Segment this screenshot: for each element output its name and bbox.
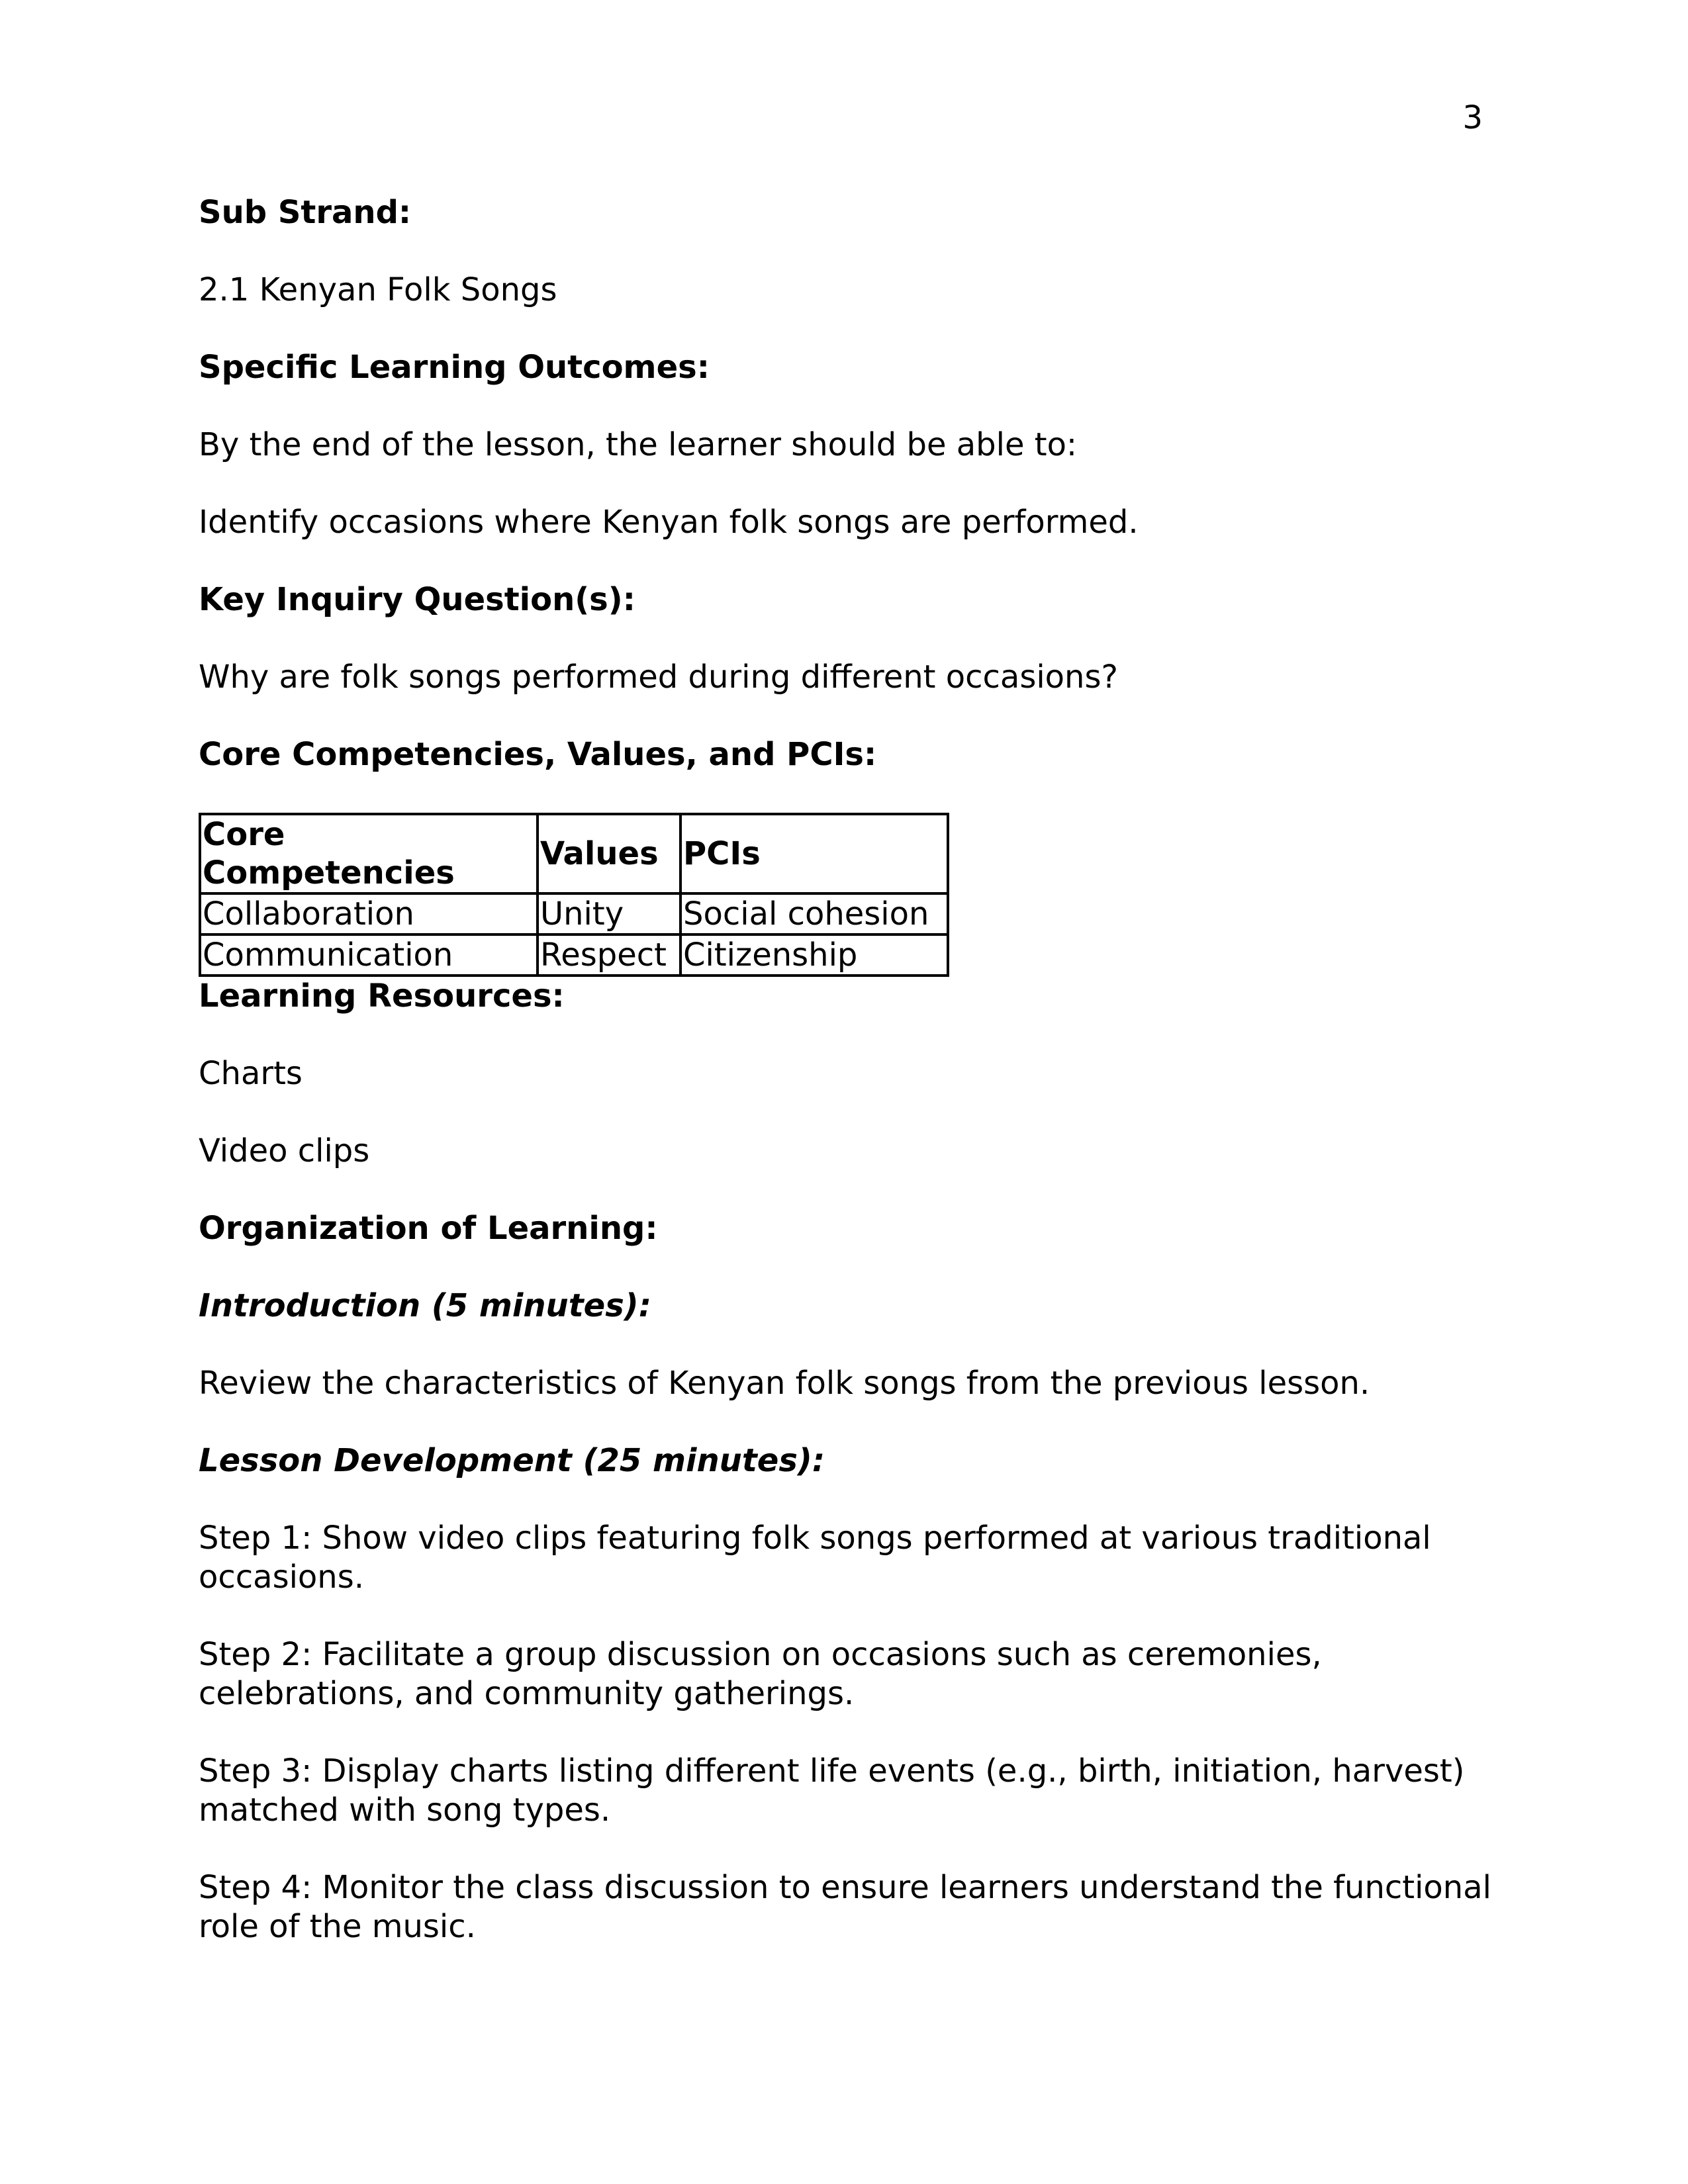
table-cell: Respect — [538, 934, 680, 976]
resource-item: Video clips — [199, 1132, 370, 1169]
resources-heading: Learning Resources: — [199, 978, 565, 1015]
table-cell: Citizenship — [680, 934, 948, 976]
inquiry-heading: Key Inquiry Question(s): — [199, 581, 635, 618]
development-step: Step 1: Show video clips featuring folk songs performed at various traditional occasions. — [199, 1520, 1431, 1596]
sub-strand-value: 2.1 Kenyan Folk Songs — [199, 271, 557, 308]
table-header-cell: PCIs — [680, 814, 948, 893]
outcomes-item: Identify occasions where Kenyan folk songs are performed. — [199, 504, 1139, 541]
introduction-text: Review the characteristics of Kenyan folk songs from the previous lesson. — [199, 1365, 1370, 1402]
inquiry-question: Why are folk songs performed during different occasions? — [199, 659, 1118, 696]
table-cell: Social cohesion — [680, 893, 948, 934]
table-row — [200, 893, 948, 934]
table-row — [200, 934, 948, 976]
development-step: Step 4: Monitor the class discussion to ensure learners understand the functional role of the music. — [199, 1869, 1491, 1945]
development-heading: Lesson Development (25 minutes): — [199, 1442, 825, 1479]
resource-item: Charts — [199, 1055, 303, 1092]
development-step: Step 2: Facilitate a group discussion on occasions such as ceremonies, celebrations, and community gatherings. — [199, 1636, 1322, 1712]
development-step: Step 3: Display charts listing different life events (e.g., birth, initiation, harvest) matched with song types. — [199, 1752, 1465, 1829]
competencies-heading: Core Competencies, Values, and PCIs: — [199, 736, 877, 773]
table-cell: Communication — [200, 934, 538, 976]
table-cell: Collaboration — [200, 893, 538, 934]
sub-strand-heading: Sub Strand: — [199, 194, 412, 231]
outcomes-intro: By the end of the lesson, the learner should be able to: — [199, 426, 1078, 463]
page-number: 3 — [1462, 99, 1483, 136]
outcomes-heading: Specific Learning Outcomes: — [199, 349, 710, 386]
organization-heading: Organization of Learning: — [199, 1210, 658, 1247]
table-cell: Unity — [538, 893, 680, 934]
introduction-heading: Introduction (5 minutes): — [199, 1287, 651, 1324]
document-body — [199, 193, 1496, 1985]
table-header-cell: Core Competencies — [200, 814, 538, 893]
table-header-cell: Values — [538, 814, 680, 893]
competencies-table — [199, 813, 949, 977]
table-header-row — [200, 814, 948, 893]
